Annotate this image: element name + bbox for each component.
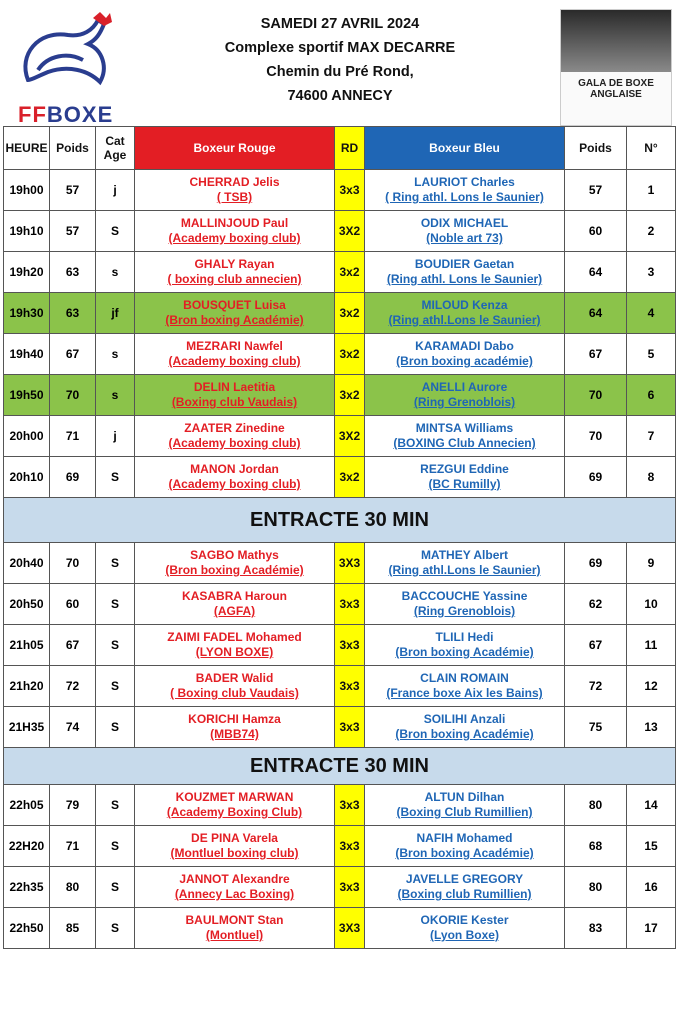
col-numero: N°	[627, 127, 676, 170]
red-boxer-club: (Academy boxing club)	[168, 231, 301, 245]
blue-boxer-club: (Boxing Club Rumillien)	[396, 805, 533, 819]
red-boxer	[135, 867, 335, 908]
bout-number: 7	[627, 416, 676, 457]
rooster-icon	[8, 10, 128, 105]
col-boxeur-bleu: Boxeur Bleu	[365, 127, 565, 170]
red-boxer-name: KORICHI Hamza	[188, 712, 281, 726]
blue-boxer-club: (Ring Grenoblois)	[413, 604, 516, 618]
blue-boxer-name: ANELLI Aurore	[421, 380, 508, 394]
logo-text-boxe: BOXE	[46, 102, 114, 127]
red-weight: 60	[50, 584, 96, 625]
bout-time: 22h05	[4, 785, 50, 826]
intermission-label: ENTRACTE 30 MIN	[4, 498, 676, 543]
red-boxer	[135, 666, 335, 707]
red-boxer-club: (AGFA)	[213, 604, 256, 618]
category-age: S	[96, 211, 135, 252]
blue-weight: 80	[565, 785, 627, 826]
gala-poster	[560, 9, 672, 126]
red-boxer-name: BAULMONT Stan	[185, 913, 284, 927]
bout-number: 14	[627, 785, 676, 826]
red-weight: 72	[50, 666, 96, 707]
red-boxer-club: (LYON BOXE)	[195, 645, 274, 659]
category-age: S	[96, 707, 135, 748]
rounds: 3x2	[335, 375, 365, 416]
red-boxer-club: (Annecy Lac Boxing)	[174, 887, 295, 901]
blue-weight: 57	[565, 170, 627, 211]
bout-time: 19h50	[4, 375, 50, 416]
blue-boxer-club: (Ring Grenoblois)	[413, 395, 516, 409]
blue-weight: 70	[565, 416, 627, 457]
blue-boxer	[365, 584, 565, 625]
red-boxer-club: ( TSB)	[216, 190, 253, 204]
red-weight: 80	[50, 867, 96, 908]
bout-number: 3	[627, 252, 676, 293]
blue-weight: 67	[565, 625, 627, 666]
red-boxer	[135, 584, 335, 625]
blue-weight: 64	[565, 293, 627, 334]
red-boxer	[135, 252, 335, 293]
red-boxer	[135, 625, 335, 666]
poster-title: GALA DE BOXE ANGLAISE	[578, 78, 654, 100]
red-boxer-club: (Academy boxing club)	[168, 477, 301, 491]
blue-boxer-club: (BC Rumilly)	[428, 477, 501, 491]
bout-time: 19h40	[4, 334, 50, 375]
red-boxer-club: (Bron boxing Académie)	[165, 563, 304, 577]
bout-time: 19h30	[4, 293, 50, 334]
red-boxer-name: GHALY Rayan	[194, 257, 275, 271]
blue-boxer-name: TLILI Hedi	[435, 630, 494, 644]
bout-row	[4, 867, 676, 908]
red-weight: 63	[50, 293, 96, 334]
bout-row	[4, 785, 676, 826]
col-poids: Poids	[50, 127, 96, 170]
bout-number: 15	[627, 826, 676, 867]
bout-row	[4, 584, 676, 625]
red-weight: 70	[50, 543, 96, 584]
blue-boxer-name: CLAIN ROMAIN	[420, 671, 509, 685]
blue-boxer	[365, 416, 565, 457]
red-boxer-name: ZAATER Zinedine	[184, 421, 285, 435]
rounds: 3x2	[335, 457, 365, 498]
red-boxer-name: KASABRA Haroun	[182, 589, 287, 603]
rounds: 3x2	[335, 252, 365, 293]
blue-weight: 69	[565, 457, 627, 498]
category-age: S	[96, 908, 135, 949]
blue-boxer-club: (Ring athl. Lons le Saunier)	[386, 272, 543, 286]
blue-boxer	[365, 375, 565, 416]
blue-boxer	[365, 334, 565, 375]
red-boxer	[135, 334, 335, 375]
col-poids-bleu: Poids	[565, 127, 627, 170]
blue-weight: 64	[565, 252, 627, 293]
red-boxer-name: CHERRAD Jelis	[189, 175, 280, 189]
red-boxer-name: DE PINA Varela	[191, 831, 278, 845]
category-age: S	[96, 584, 135, 625]
category-age: S	[96, 543, 135, 584]
bout-time: 21h05	[4, 625, 50, 666]
logo-text-ff: FF	[18, 102, 47, 127]
red-weight: 57	[50, 170, 96, 211]
bout-time: 20h50	[4, 584, 50, 625]
blue-boxer	[365, 252, 565, 293]
blue-weight: 68	[565, 826, 627, 867]
red-boxer-club: (Academy boxing club)	[168, 436, 301, 450]
blue-weight: 83	[565, 908, 627, 949]
red-boxer-club: (Boxing club Vaudais)	[171, 395, 298, 409]
red-boxer	[135, 543, 335, 584]
red-boxer-name: BADER Walid	[195, 671, 274, 685]
bout-row	[4, 252, 676, 293]
bout-time: 19h10	[4, 211, 50, 252]
red-boxer-club: (MBB74)	[210, 727, 259, 741]
category-age: s	[96, 375, 135, 416]
bout-row	[4, 707, 676, 748]
col-cat-age: Cat Age	[96, 127, 135, 170]
red-boxer-club: ( Boxing club Vaudais)	[170, 686, 299, 700]
rounds: 3x3	[335, 170, 365, 211]
red-weight: 71	[50, 826, 96, 867]
category-age: S	[96, 867, 135, 908]
category-age: j	[96, 416, 135, 457]
category-age: s	[96, 252, 135, 293]
rounds: 3X2	[335, 211, 365, 252]
red-boxer	[135, 826, 335, 867]
blue-boxer-club: (Ring athl.Lons le Saunier)	[388, 563, 541, 577]
blue-boxer	[365, 543, 565, 584]
blue-boxer-name: OKORIE Kester	[420, 913, 509, 927]
category-age: jf	[96, 293, 135, 334]
blue-boxer	[365, 293, 565, 334]
bout-number: 1	[627, 170, 676, 211]
blue-boxer-name: MINTSA Williams	[415, 421, 514, 435]
red-boxer	[135, 707, 335, 748]
bout-row	[4, 211, 676, 252]
bout-time: 21h20	[4, 666, 50, 707]
rounds: 3X3	[335, 908, 365, 949]
bout-row	[4, 334, 676, 375]
blue-boxer	[365, 826, 565, 867]
blue-boxer	[365, 666, 565, 707]
bout-number: 2	[627, 211, 676, 252]
red-boxer	[135, 785, 335, 826]
blue-boxer-name: SOILIHI Anzali	[423, 712, 506, 726]
blue-boxer-club: (Boxing club Rumillien)	[397, 887, 532, 901]
red-boxer-name: MALLINJOUD Paul	[180, 216, 289, 230]
red-boxer	[135, 375, 335, 416]
bout-number: 4	[627, 293, 676, 334]
rounds: 3x3	[335, 826, 365, 867]
bout-number: 8	[627, 457, 676, 498]
category-age: j	[96, 170, 135, 211]
blue-boxer-club: (Bron boxing Académie)	[395, 645, 534, 659]
bout-number: 6	[627, 375, 676, 416]
red-boxer-name: MEZRARI Nawfel	[186, 339, 283, 353]
red-boxer	[135, 908, 335, 949]
bout-row	[4, 375, 676, 416]
blue-boxer	[365, 170, 565, 211]
red-boxer-club: (Academy boxing club)	[168, 354, 301, 368]
blue-weight: 67	[565, 334, 627, 375]
bout-number: 5	[627, 334, 676, 375]
blue-boxer-name: ALTUN Dilhan	[424, 790, 505, 804]
blue-boxer-name: REZGUI Eddine	[420, 462, 509, 476]
red-boxer-club: (Bron boxing Académie)	[165, 313, 304, 327]
blue-boxer-club: (BOXING Club Annecien)	[393, 436, 536, 450]
blue-boxer	[365, 625, 565, 666]
red-boxer-name: SAGBO Mathys	[190, 548, 279, 562]
blue-boxer-club: (Bron boxing Académie)	[395, 727, 534, 741]
bout-time: 20h40	[4, 543, 50, 584]
rounds: 3x3	[335, 666, 365, 707]
red-boxer-name: BOUSQUET Luisa	[183, 298, 286, 312]
blue-weight: 62	[565, 584, 627, 625]
bout-number: 16	[627, 867, 676, 908]
blue-boxer-name: ODIX MICHAEL	[420, 216, 509, 230]
rounds: 3x2	[335, 293, 365, 334]
col-boxeur-rouge: Boxeur Rouge	[135, 127, 335, 170]
red-weight: 57	[50, 211, 96, 252]
intermission-row	[4, 748, 676, 785]
bout-number: 9	[627, 543, 676, 584]
bout-number: 10	[627, 584, 676, 625]
red-boxer-club: (Montluel)	[205, 928, 264, 942]
intermission-label: ENTRACTE 30 MIN	[4, 748, 676, 785]
blue-boxer-name: MATHEY Albert	[420, 548, 509, 562]
bout-row	[4, 416, 676, 457]
red-weight: 79	[50, 785, 96, 826]
blue-boxer-name: BACCOUCHE Yassine	[401, 589, 528, 603]
col-rd: RD	[335, 127, 365, 170]
poster-image	[561, 10, 671, 72]
blue-weight: 70	[565, 375, 627, 416]
red-boxer	[135, 211, 335, 252]
event-venue: Complexe sportif MAX DECARRE	[224, 40, 456, 56]
rounds: 3x3	[335, 625, 365, 666]
blue-boxer-name: BOUDIER Gaetan	[414, 257, 515, 271]
category-age: S	[96, 826, 135, 867]
bout-number: 12	[627, 666, 676, 707]
blue-boxer-club: (Ring athl.Lons le Saunier)	[388, 313, 541, 327]
red-weight: 69	[50, 457, 96, 498]
bout-row	[4, 543, 676, 584]
bout-time: 19h00	[4, 170, 50, 211]
red-boxer	[135, 457, 335, 498]
blue-boxer-name: KARAMADI Dabo	[415, 339, 514, 353]
red-boxer-club: ( boxing club annecien)	[167, 272, 302, 286]
bout-time: 21H35	[4, 707, 50, 748]
blue-boxer-club: (Bron boxing Académie)	[395, 846, 534, 860]
red-boxer	[135, 170, 335, 211]
red-boxer-name: KOUZMET MARWAN	[175, 790, 294, 804]
rounds: 3x3	[335, 867, 365, 908]
blue-weight: 75	[565, 707, 627, 748]
category-age: S	[96, 785, 135, 826]
rounds: 3x3	[335, 584, 365, 625]
blue-boxer-club: (Bron boxing académie)	[396, 354, 533, 368]
red-boxer-name: JANNOT Alexandre	[179, 872, 290, 886]
bout-row	[4, 908, 676, 949]
rounds: 3X2	[335, 416, 365, 457]
blue-boxer-club: (Lyon Boxe)	[430, 928, 499, 942]
blue-boxer	[365, 707, 565, 748]
bout-time: 19h20	[4, 252, 50, 293]
rounds: 3X3	[335, 543, 365, 584]
ffboxe-logo	[8, 10, 128, 127]
intermission-row	[4, 498, 676, 543]
red-weight: 70	[50, 375, 96, 416]
bout-row	[4, 826, 676, 867]
document-header	[0, 0, 678, 128]
red-boxer	[135, 416, 335, 457]
category-age: s	[96, 334, 135, 375]
blue-boxer-club: ( Ring athl. Lons le Saunier)	[385, 190, 544, 204]
blue-boxer-name: NAFIH Mohamed	[416, 831, 513, 845]
bout-row	[4, 457, 676, 498]
blue-boxer	[365, 867, 565, 908]
bout-time: 22h50	[4, 908, 50, 949]
blue-weight: 60	[565, 211, 627, 252]
blue-boxer-name: MILOUD Kenza	[421, 298, 508, 312]
red-boxer-name: MANON Jordan	[190, 462, 279, 476]
bout-table	[3, 126, 676, 949]
event-info	[190, 12, 490, 108]
red-weight: 67	[50, 334, 96, 375]
category-age: S	[96, 457, 135, 498]
blue-boxer	[365, 908, 565, 949]
rounds: 3x3	[335, 785, 365, 826]
bout-time: 20h10	[4, 457, 50, 498]
category-age: S	[96, 625, 135, 666]
col-heure: HEURE	[4, 127, 50, 170]
bout-number: 13	[627, 707, 676, 748]
red-boxer	[135, 293, 335, 334]
blue-boxer-club: (France boxe Aix les Bains)	[386, 686, 543, 700]
blue-boxer-club: (Noble art 73)	[426, 231, 503, 245]
event-city: 74600 ANNECY	[287, 88, 393, 104]
red-weight: 63	[50, 252, 96, 293]
rounds: 3x2	[335, 334, 365, 375]
bout-row	[4, 666, 676, 707]
bout-row	[4, 293, 676, 334]
red-weight: 71	[50, 416, 96, 457]
red-boxer-name: DELIN Laetitia	[193, 380, 276, 394]
category-age: S	[96, 666, 135, 707]
bout-time: 22H20	[4, 826, 50, 867]
blue-weight: 69	[565, 543, 627, 584]
bout-row	[4, 625, 676, 666]
bout-time: 20h00	[4, 416, 50, 457]
rounds: 3x3	[335, 707, 365, 748]
bout-number: 17	[627, 908, 676, 949]
bout-number: 11	[627, 625, 676, 666]
red-boxer-club: (Academy Boxing Club)	[166, 805, 303, 819]
red-weight: 85	[50, 908, 96, 949]
red-weight: 67	[50, 625, 96, 666]
red-weight: 74	[50, 707, 96, 748]
blue-weight: 72	[565, 666, 627, 707]
blue-boxer	[365, 457, 565, 498]
bout-row	[4, 170, 676, 211]
red-boxer-name: ZAIMI FADEL Mohamed	[167, 630, 302, 644]
blue-weight: 80	[565, 867, 627, 908]
blue-boxer	[365, 211, 565, 252]
event-date: SAMEDI 27 AVRIL 2024	[260, 16, 420, 32]
bout-time: 22h35	[4, 867, 50, 908]
blue-boxer-name: LAURIOT Charles	[414, 175, 515, 189]
blue-boxer	[365, 785, 565, 826]
red-boxer-club: (Montluel boxing club)	[170, 846, 299, 860]
blue-boxer-name: JAVELLE GREGORY	[405, 872, 524, 886]
event-street: Chemin du Pré Rond,	[266, 64, 414, 80]
